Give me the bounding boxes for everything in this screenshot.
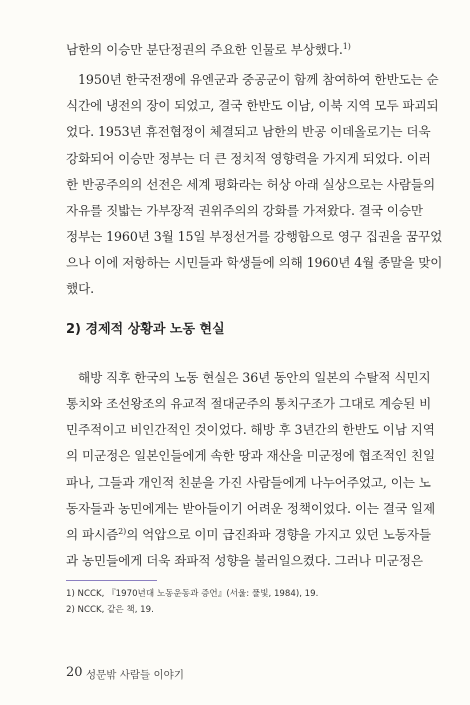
body-line: 의 파시즘$^{2)}$의 억압으로 이미 급진좌파 경향을 가지고 있던 노동자들 <box>66 526 432 542</box>
body-line: 강화되어 이승만 정부는 더 큰 정치적 영향력을 가지게 되었다. 이러 <box>66 151 431 166</box>
body-line: 의 미군정은 일본인들에게 속한 땅과 재산을 미군정에 협조적인 친일 <box>66 448 436 463</box>
body-line: 동자들과 농민에게는 받아들이기 어려운 정책이었다. 이는 결국 일제 <box>66 501 436 516</box>
body-line: 식간에 냉전의 장이 되었고, 결국 한반도 이남, 이북 지역 모두 파괴되 <box>66 98 439 113</box>
body-line: 한 반공주의의 선전은 세계 평화라는 허상 아래 실상으로는 사람들의 <box>66 177 436 192</box>
body-line: 민주적이고 비인간적인 것이었다. 해방 후 3년간의 한반도 이남 지역 <box>66 422 435 437</box>
footnote-ref: 1) <box>342 41 351 51</box>
footnote: 2) NCCK, 같은 책, 19. <box>66 605 154 615</box>
body-line: 통치와 조선왕조의 유교적 절대군주의 통치구조가 그대로 계승된 비 <box>66 396 432 411</box>
body-line: 해방 직후 한국의 노동 현실은 36년 동안의 일본의 수탈적 식민지 <box>78 370 431 385</box>
body-line: 파나, 그들과 개인적 친분을 가진 사람들에게 나누어주었고, 이는 노 <box>66 475 431 490</box>
footnote-ref: 2) <box>118 526 127 536</box>
body-line: 남한의 이승만 분단정권의 주요한 인물로 부상했다.$^{1)}$ <box>66 41 351 57</box>
running-title: 성문밖 사람들 이야기 <box>86 669 184 681</box>
body-line: 했다. <box>66 281 95 296</box>
body-line: 자유를 짓밟는 가부장적 권위주의의 강화를 가져왔다. 결국 이승만 <box>66 203 423 218</box>
footnote-divider <box>66 580 157 581</box>
body-line: 과 농민들에게 더욱 좌파적 성향을 불러일으켰다. 그러나 미군정은 <box>66 553 423 568</box>
footnote: 1) NCCK, 『1970년대 노동운동과 증언』(서울: 풀빛, 1984), 19. <box>66 589 319 599</box>
body-line: 으나 이에 저항하는 시민들과 학생들에 의해 1960년 4월 종말을 맞이 <box>66 255 443 270</box>
body-line: 정부는 1960년 3월 15일 부정선거를 강행함으로 영구 집권을 꿈꾸었 <box>66 229 443 244</box>
section-heading: 2) 경제적 상황과 노동 현실 <box>66 322 225 337</box>
body-line: 었다. 1953년 휴전협정이 체결되고 남한의 반공 이데올로기는 더욱 <box>66 124 431 139</box>
body-line: 1950년 한국전쟁에 유엔군과 중공군이 함께 참여하여 한반도는 순 <box>78 72 439 87</box>
page-number: 20 <box>66 665 83 680</box>
